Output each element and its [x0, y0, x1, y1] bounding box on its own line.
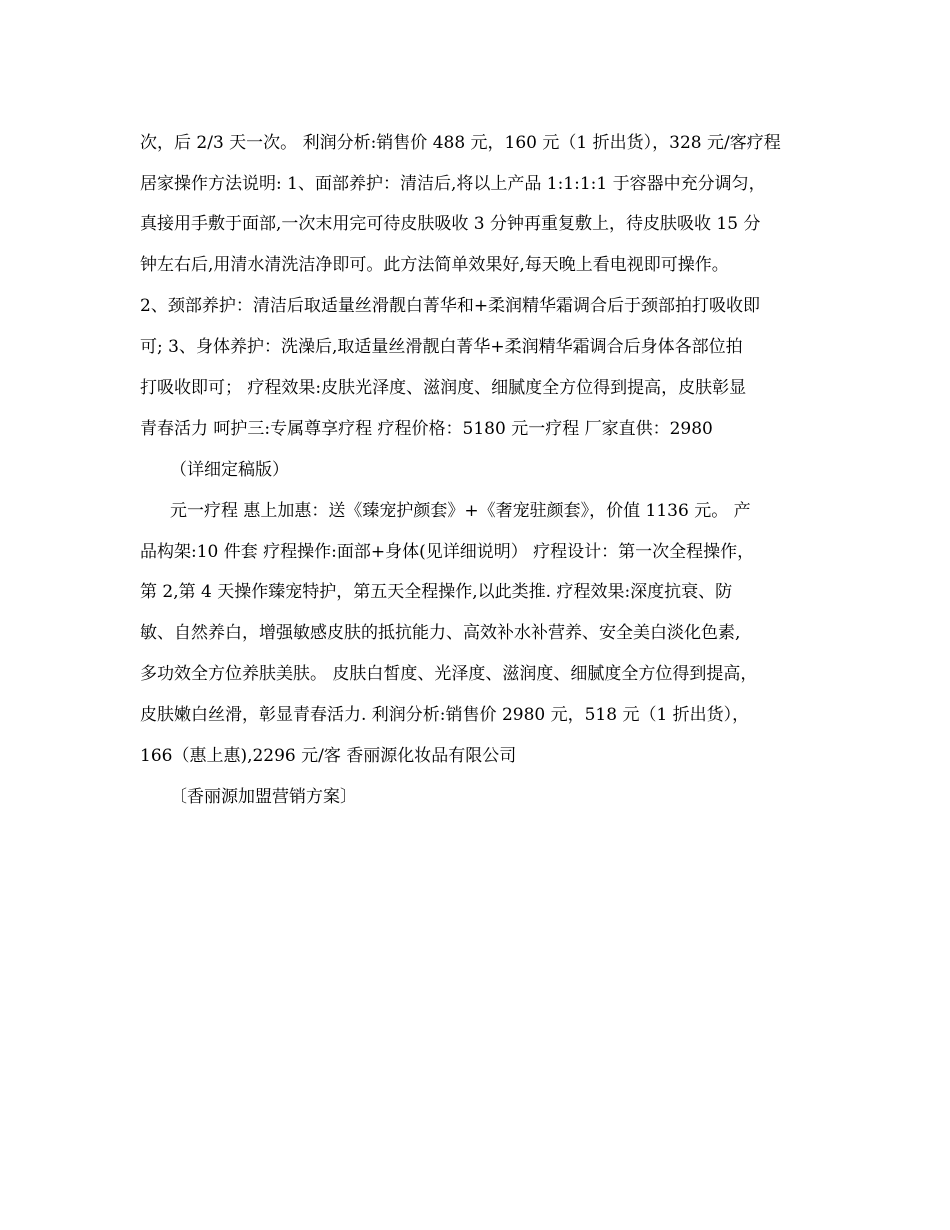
- paragraph-line: 钟左右后,用清水清洗洁净即可。此方法简单效果好,每天晚上看电视即可操作。: [140, 255, 729, 275]
- paragraph-line: 真接用手敷于面部,一次末用完可待皮肤吸收 3 分钟再重复敷上，待皮肤吸收 15 分: [140, 214, 761, 234]
- document-footer-title: 〔香丽源加盟营销方案〕: [170, 787, 357, 807]
- paragraph-line: 可; 3、身体养护：洗澡后,取适量丝滑靓白菁华+柔润精华霜调合后身体各部位拍: [140, 337, 743, 357]
- paragraph-line: 居家操作方法说明: 1、面部养护：清洁后,将以上产品 1:1:1:1 于容器中充分调匀，: [140, 174, 766, 194]
- paragraph-line: 打吸收即可； 疗程效果:皮肤光泽度、滋润度、细腻度全方位得到提高，皮肤彰显: [140, 378, 747, 398]
- paragraph-line: 皮肤嫩白丝滑，彰显青春活力. 利润分析:销售价 2980 元，518 元（1 折出货），: [140, 705, 750, 725]
- paragraph-line: 元一疗程 惠上加惠：送《臻宠护颜套》+《奢宠驻颜套》，价值 1136 元。 产: [170, 501, 751, 521]
- paragraph-line: 品构架:10 件套 疗程操作:面部+身体(见详细说明） 疗程设计：第一次全程操作，: [140, 542, 755, 562]
- version-note: （详细定稿版）: [170, 460, 289, 480]
- paragraph-line: 青春活力 呵护三:专属尊享疗程 疗程价格：5180 元一疗程 厂家直供：2980: [140, 419, 713, 439]
- paragraph-line: 敏、自然养白，增强敏感皮肤的抵抗能力、高效补水补营养、安全美白淡化色素,: [140, 623, 741, 643]
- paragraph-line: 第 2,第 4 天操作臻宠特护，第五天全程操作,以此类推. 疗程效果:深度抗衰、防: [140, 582, 733, 602]
- paragraph-line: 2、颈部养护：清洁后取适量丝滑靓白菁华和+柔润精华霜调合后于颈部拍打吸收即: [140, 296, 761, 316]
- paragraph-line: 166（惠上惠),2296 元/客 香丽源化妆品有限公司: [140, 746, 517, 766]
- paragraph-line: 次，后 2/3 天一次。 利润分析:销售价 488 元，160 元（1 折出货），328 元/客疗程: [140, 133, 781, 153]
- paragraph-line: 多功效全方位养肤美肤。 皮肤白皙度、光泽度、滋润度、细腻度全方位得到提高，: [140, 664, 758, 684]
